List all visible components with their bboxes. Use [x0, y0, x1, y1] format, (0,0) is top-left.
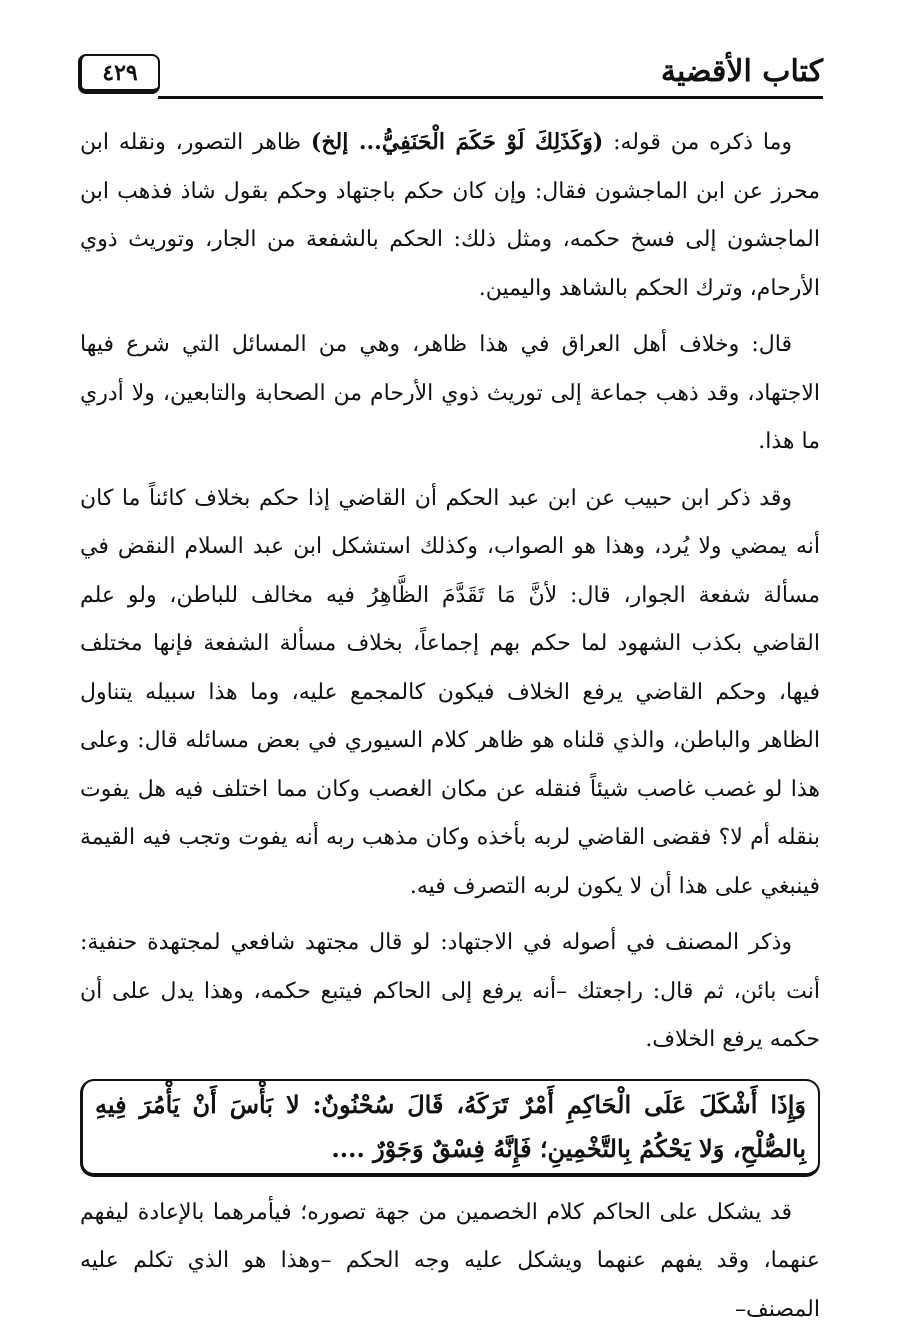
book-title: كتاب الأقضية	[660, 54, 823, 89]
paragraph-5: قد يشكل على الحاكم كلام الخصمين من جهة تصوره؛ فيأمرهما بالإعادة ليفهم عنهما، وقد يفهم عنهما ويشكل عليه وجه الحكم –وهذا هو الذي تكلم عليه المصنف–	[80, 1199, 820, 1322]
page-body	[80, 118, 820, 1342]
header-rule	[158, 96, 823, 99]
matn-quote-inline: (وَكَذَلِكَ لَوْ حَكَمَ الْحَنَفِيُّ... إلخ)	[310, 129, 604, 155]
paragraph-4: وذكر المصنف في أصوله في الاجتهاد: لو قال مجتهد شافعي لمجتهدة حنفية: أنت بائن، ثم قال: راجعتك –أنه يرفع إلى الحاكم فيتبع حكمه، وهذا يدل على أن حكمه يرفع الخلاف.	[80, 930, 820, 1052]
page-number: ٤٢٩	[78, 54, 160, 94]
paragraph-2: قال: وخلاف أهل العراق في هذا ظاهر، وهي من المسائل التي شرع فيها الاجتهاد، وقد ذهب جماعة إلى توريث ذوي الأرحام من الصحابة والتابعين، ولا أدري ما هذا.	[80, 332, 820, 454]
matn-box: وَإِذَا أَشْكَلَ عَلَى الْحَاكِمِ أَمْرٌ تَرَكَهُ، قَالَ سُحْنُونٌ: لا بَأْسَ أَنْ يَأْمُرَ فِيهِ بِالصُّلْحِ، وَلا يَحْكُمُ بِالتَّخْمِينِ؛ فَإِنَّهُ فِسْقٌ وَجَوْرٌ ....	[80, 1079, 820, 1177]
paragraph-3: وقد ذكر ابن حبيب عن ابن عبد الحكم أن القاضي إذا حكم بخلاف كائناً ما كان أنه يمضي ولا يُرد، وهذا هو الصواب، وكذلك استشكل ابن عبد السلام النقض في مسألة شفعة الجوار، قال: لأنَّ مَا تَقَدَّمَ الظَّاهِرُ فيه مخالف للباطن، ولو علم القاضي بكذب الشهود لما حكم بهم إجماعاً، بخلاف مسألة الشفعة فإنها مختلف فيها، وحكم القاضي يرفع الخلاف فيكون كالمجمع عليه، وما هذا سبيله يتناول الظاهر والباطن، والذي قلناه هو ظاهر كلام السيوري في بعض مسائله قال: وعلى هذا لو غصب غاصب شيئاً فنقله عن مكان الغصب وكان مما اختلف فيه هل يفوت بنقله أم لا؟ فقضى القاضي لربه بأخذه وكان مذهب ربه أنه يفوت وتجب فيه القيمة فينبغي على هذا أن لا يكون لربه التصرف فيه.	[80, 485, 820, 899]
page-header	[78, 50, 823, 102]
paragraph-1	[80, 118, 820, 313]
paragraph-1-rest: ظاهر التصور، ونقله ابن محرز عن ابن الماجشون فقال: وإن كان حكم باجتهاد وحكم بقول شاذ فذهب ابن الماجشون إلى فسخ حكمه، ومثل ذلك: الحكم بالشفعة من الجار، وتوريث ذوي الأرحام، وترك الحكم بالشاهد واليمين.	[80, 130, 820, 301]
paragraph-1-lead: وما ذكره من قوله:	[603, 130, 793, 155]
